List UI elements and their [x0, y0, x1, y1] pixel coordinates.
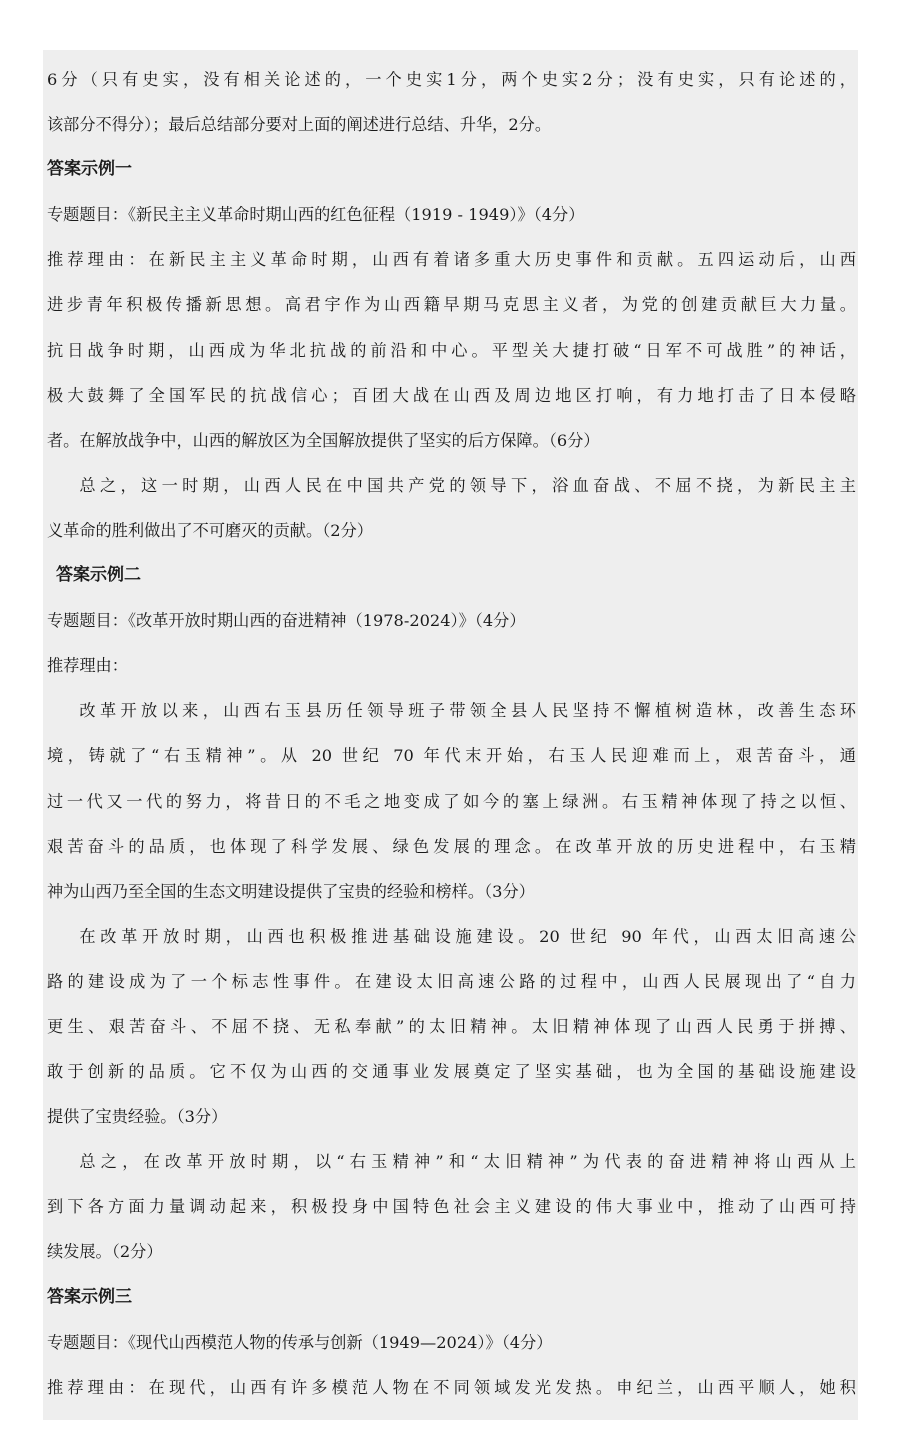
text-line: 艰苦奋斗的品质，也体现了科学发展、绿色发展的理念。在改革开放的历史进程中，右玉精 [47, 836, 856, 856]
text-line: 推荐理由：在现代，山西有许多模范人物在不同领域发光发热。申纪兰，山西平顺人，她积 [47, 1377, 856, 1397]
text-line: 专题题目：《新民主主义革命时期山西的红色征程（1919 - 1949）》（4分） [47, 205, 585, 225]
text-line: 义革命的胜利做出了不可磨灭的贡献。（2分） [47, 520, 373, 540]
text-line: 路的建设成为了一个标志性事件。在建设太旧高速公路的过程中，山西人民展现出了“自力 [47, 971, 856, 991]
text-line: 敢于创新的品质。它不仅为山西的交通事业发展奠定了坚实基础，也为全国的基础设施建设 [47, 1062, 856, 1082]
text-line: 该部分不得分）；最后总结部分要对上面的阐述进行总结、升华，2分。 [47, 115, 552, 135]
section-heading: 答案示例二 [56, 565, 141, 586]
text-line: 专题题目：《现代山西模范人物的传承与创新（1949—2024）》（4分） [47, 1332, 553, 1352]
paragraph-first-line: 总之，这一时期，山西人民在中国共产党的领导下，浴血奋战、不屈不挠，为新民主主 [79, 475, 856, 495]
paragraph-first-line: 改革开放以来，山西右玉县历任领导班子带领全县人民坚持不懈植树造林，改善生态环 [79, 701, 856, 721]
paragraph-first-line: 总之，在改革开放时期，以“右玉精神”和“太旧精神”为代表的奋进精神将山西从上 [79, 1152, 856, 1172]
text-line: 者。在解放战争中，山西的解放区为全国解放提供了坚实的后方保障。（6分） [47, 430, 600, 450]
text-line: 境，铸就了“右玉精神”。从 20 世纪 70 年代末开始，右玉人民迎难而上，艰苦奋斗，通 [47, 746, 856, 766]
section-heading: 答案示例一 [47, 159, 132, 180]
text-line: 抗日战争时期，山西成为华北抗战的前沿和中心。平型关大捷打破“日军不可战胜”的神话， [47, 340, 856, 360]
text-line: 过一代又一代的努力，将昔日的不毛之地变成了如今的塞上绿洲。右玉精神体现了持之以恒、 [47, 791, 856, 811]
paragraph-first-line: 在改革开放时期，山西也积极推进基础设施建设。20 世纪 90 年代，山西太旧高速公 [79, 926, 856, 946]
text-line: 更生、艰苦奋斗、不屈不挠、无私奉献”的太旧精神。太旧精神体现了山西人民勇于拼搏、 [47, 1016, 856, 1036]
text-line: 提供了宝贵经验。（3分） [47, 1107, 228, 1127]
section-heading: 答案示例三 [47, 1286, 132, 1307]
text-line: 到下各方面力量调动起来，积极投身中国特色社会主义建设的伟大事业中，推动了山西可持 [47, 1197, 856, 1217]
text-line: 极大鼓舞了全国军民的抗战信心；百团大战在山西及周边地区打响，有力地打击了日本侵略 [47, 385, 856, 405]
text-line: 神为山西乃至全国的生态文明建设提供了宝贵的经验和榜样。（3分） [47, 881, 535, 901]
text-line: 进步青年积极传播新思想。高君宇作为山西籍早期马克思主义者，为党的创建贡献巨大力量。 [47, 295, 856, 315]
text-line: 续发展。（2分） [47, 1242, 163, 1262]
text-line: 6分（只有史实，没有相关论述的，一个史实1分，两个史实2分；没有史实，只有论述的， [47, 70, 856, 89]
text-line: 专题题目：《改革开放时期山西的奋进精神（1978-2024）》（4分） [47, 611, 526, 631]
document-page [43, 50, 858, 1420]
text-line: 推荐理由：在新民主主义革命时期，山西有着诸多重大历史事件和贡献。五四运动后，山西 [47, 250, 856, 270]
text-line: 推荐理由： [47, 656, 128, 676]
